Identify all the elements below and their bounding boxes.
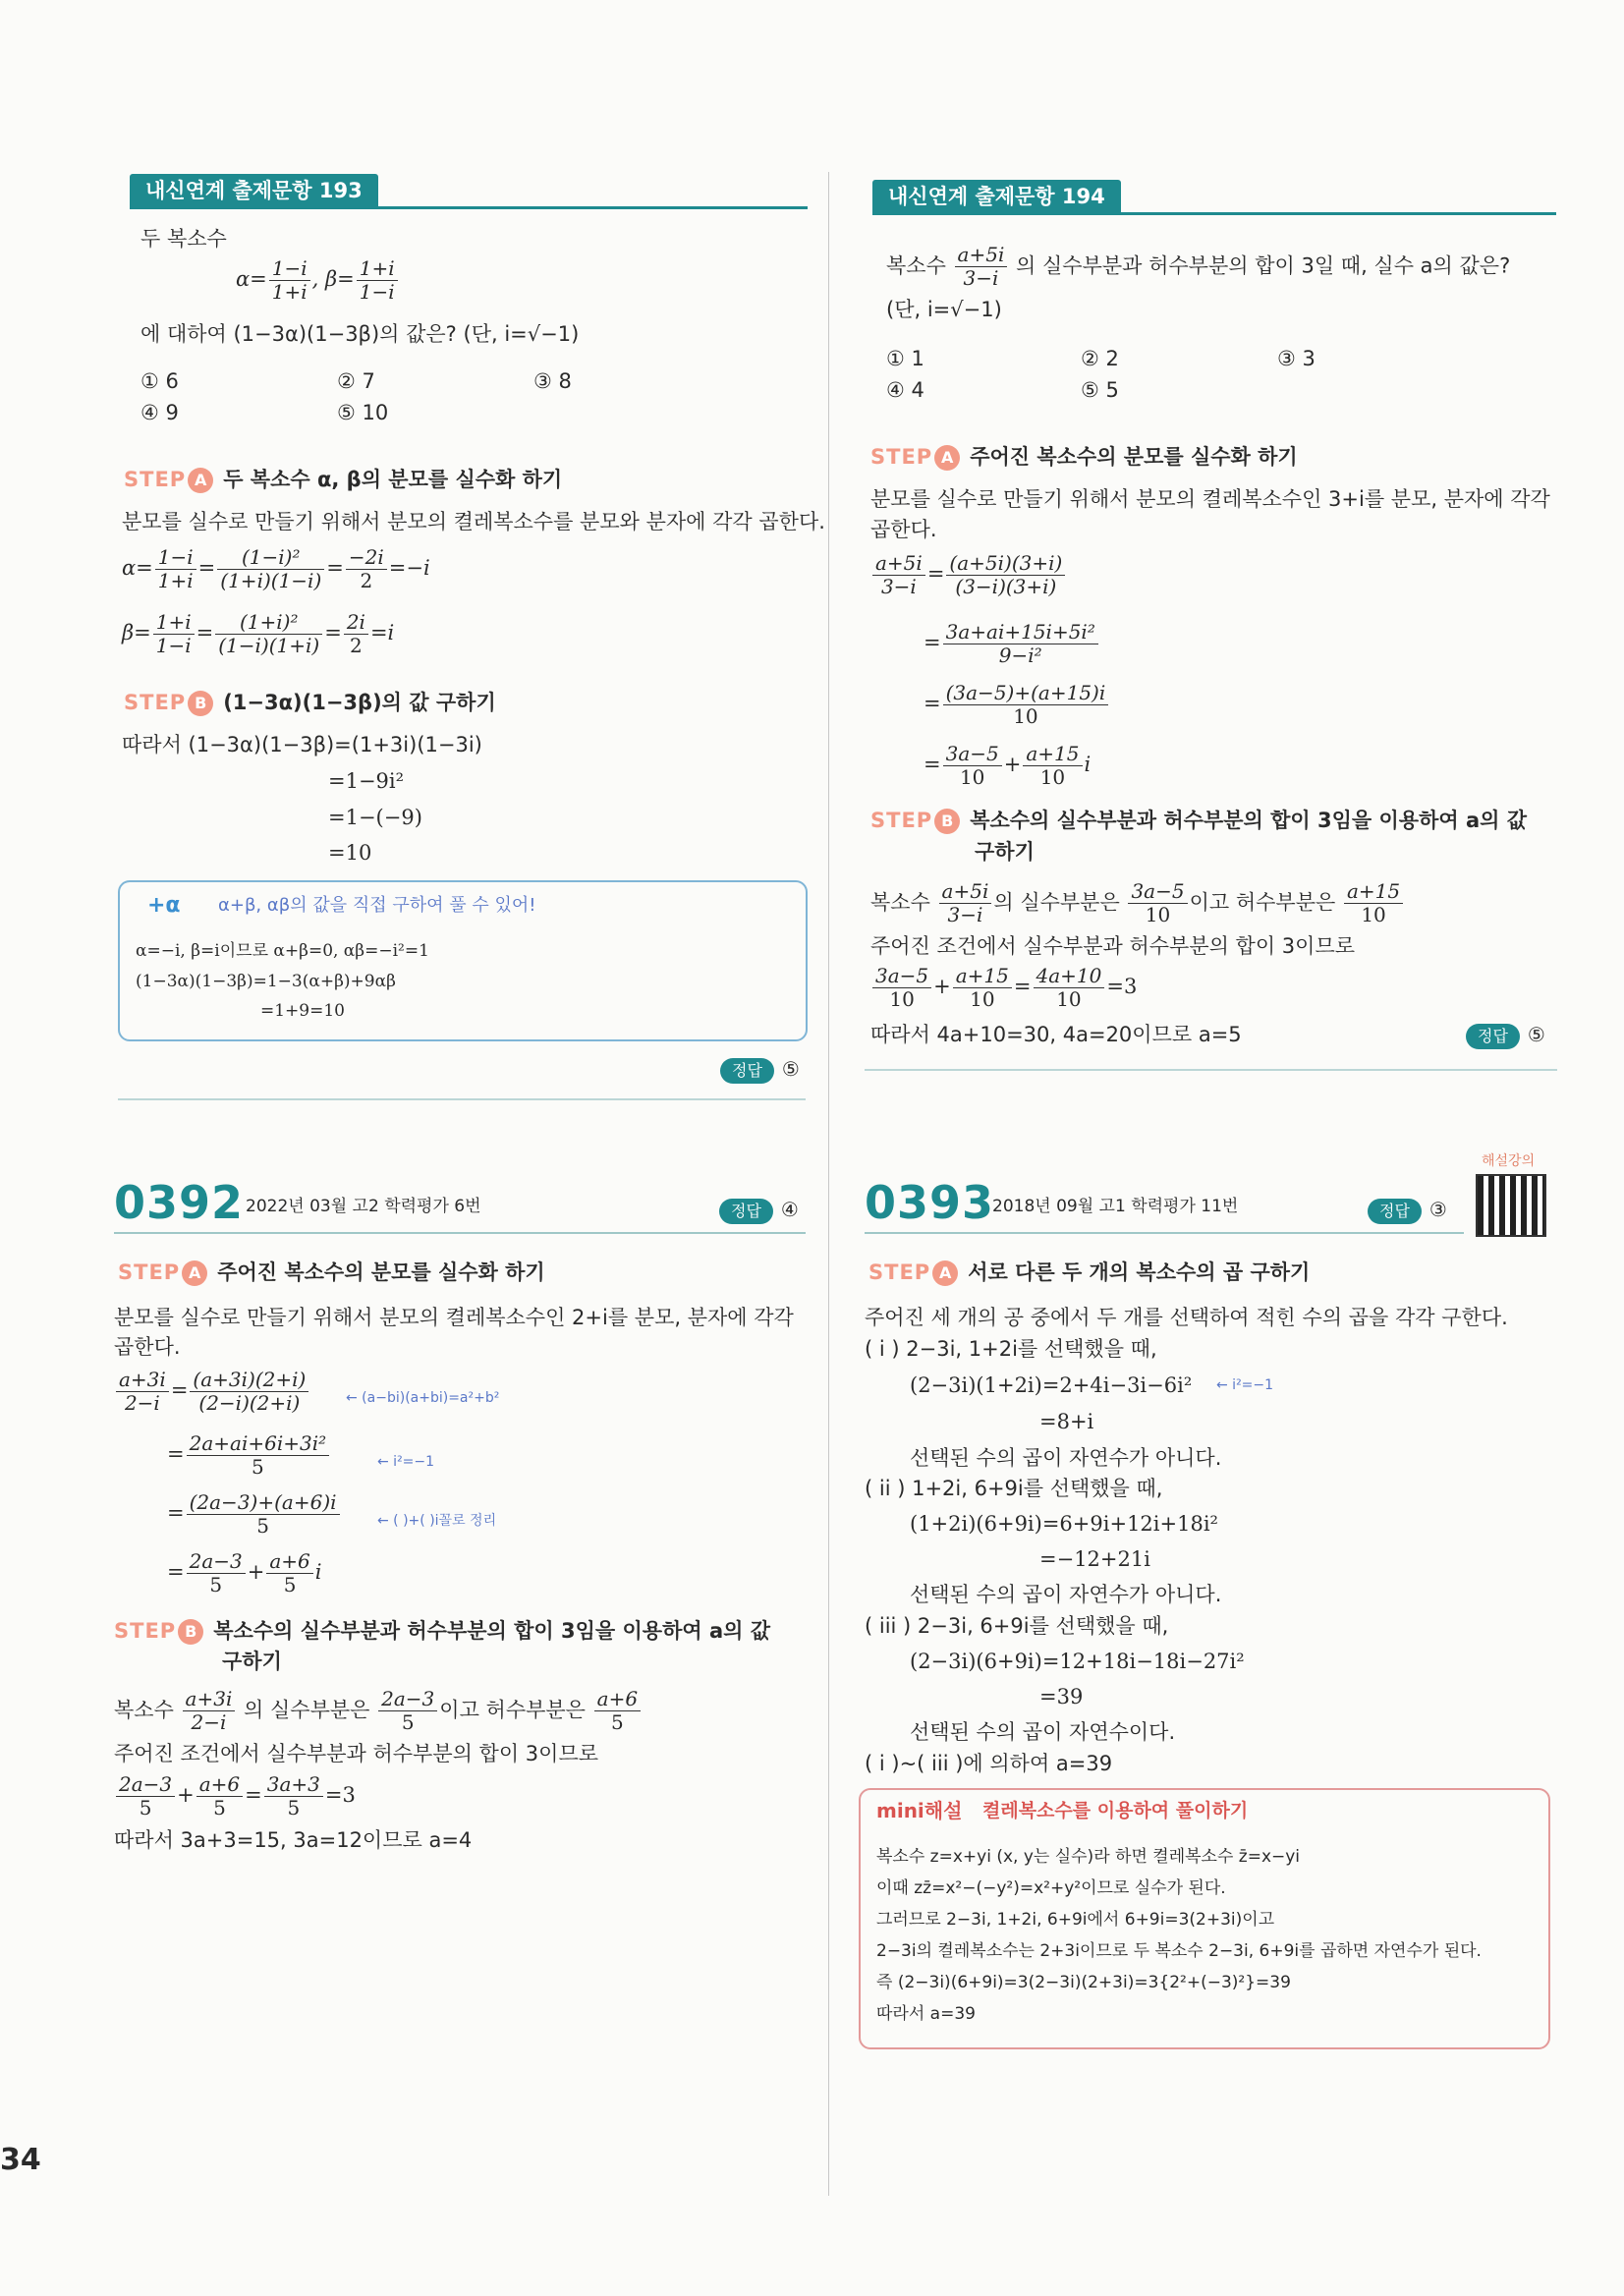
p193-eq-alpha: α= $\frac{1-i}{1+i}$ = $\frac{\text{(1−i)²}}{(1+i)(1-i)}$ = $\frac{-2i}{2}$ =−i xyxy=(122,545,430,592)
p393-qr-code[interactable] xyxy=(1476,1174,1546,1237)
p193-step-a-text: 분모를 실수로 만들기 위해서 분모의 켤레복소수를 분모와 분자에 각각 곱한다. xyxy=(122,510,825,533)
p393-case-2-eq-1: (1+2i)(6+9i)=6+9i+12i+18i² xyxy=(910,1512,1218,1536)
p194-b-line-1: 복소수 $\frac{a+5i}{3-i}$ 의 실수부분은 $\frac{3a-5}{10}$ 이고 허수부분은 $\frac{a+15}{10}$ xyxy=(870,880,1405,926)
p193-intro: 두 복소수 xyxy=(140,227,227,251)
p393-mini-line-6: 따라서 a=39 xyxy=(876,2004,976,2024)
p194-answer: 정답 ⑤ xyxy=(1466,1020,1545,1049)
p393-case-2-result: 선택된 수의 곱이 자연수가 아니다. xyxy=(910,1583,1222,1606)
p194-b-line-3: $\frac{3a-5}{10}$ + $\frac{a+15}{10}$ = $\frac{4a+10}{10}$ =3 xyxy=(870,965,1137,1011)
p193-plus-alpha-title: α+β, αβ의 값을 직접 구하여 풀 수 있어! xyxy=(218,895,536,916)
p194-step-a: STEP A 주어진 복소수의 분모를 실수화 하기 xyxy=(870,445,1298,469)
p194-step-b: STEP B 복소수의 실수부분과 허수부분의 합이 3임을 이용하여 a의 값 xyxy=(870,809,1528,832)
column-divider xyxy=(828,172,829,2196)
p392-number: 0392 xyxy=(114,1176,245,1229)
p393-intro: 주어진 세 개의 공 중에서 두 개를 선택하여 적힌 수의 곱을 각각 구한다. xyxy=(865,1306,1508,1329)
p193-header-rule xyxy=(130,206,808,209)
p393-case-3-eq-1: (2−3i)(6+9i)=12+18i−18i−27i² xyxy=(910,1650,1245,1673)
p392-b-line-3: $\frac{2a-3}{5}$ + $\frac{a+6}{5}$ = $\frac{3a+3}{5}$ =3 xyxy=(114,1773,356,1820)
p193-step-a: STEP A 두 복소수 α, β의 분모를 실수화 하기 xyxy=(124,468,563,491)
p393-mini-line-3: 그러므로 2−3i, 1+2i, 6+9i에서 6+9i=3(2+3i)이고 xyxy=(876,1910,1275,1930)
p193-step-b-line-2: =1−9i² xyxy=(328,769,405,793)
p393-rule xyxy=(865,1232,1464,1234)
p194-option-5[interactable]: ⑤ 5 xyxy=(1081,378,1119,402)
p194-step-a-text-2: 곱한다. xyxy=(870,518,937,541)
p194-question-note: (단, i=√−1) xyxy=(886,298,1002,321)
p393-case-2: ( ii ) 1+2i, 6+9i를 선택했을 때, xyxy=(865,1477,1163,1500)
p393-mini-line-5: 즉 (2−3i)(6+9i)=3(2−3i)(2+3i)=3{2²+(−3)²}=39 xyxy=(876,1973,1291,1992)
p393-conclusion: ( i )~( iii )에 의하여 a=39 xyxy=(865,1752,1113,1775)
p392-rule xyxy=(114,1232,806,1234)
p393-case-1-result: 선택된 수의 곱이 자연수가 아니다. xyxy=(910,1446,1222,1470)
p194-b-line-4: 따라서 4a+10=30, 4a=20이므로 a=5 xyxy=(870,1023,1242,1046)
p393-mini-line-4: 2−3i의 켤레복소수는 2+3i이므로 두 복소수 2−3i, 6+9i를 곱하면 자연수가 된다. xyxy=(876,1941,1482,1961)
p193-option-3[interactable]: ③ 8 xyxy=(533,369,572,393)
p393-mini-line-1: 복소수 z=x+yi (x, y는 실수)라 하면 켤레복소수 z̄=x−yi xyxy=(876,1847,1301,1867)
p393-case-1-eq-1: (2−3i)(1+2i)=2+4i−3i−6i² xyxy=(910,1373,1193,1397)
p392-step-a-text-2: 곱한다. xyxy=(114,1335,181,1359)
p392-b-line-1: 복소수 $\frac{a+3i}{2-i}$ 의 실수부분은 $\frac{2a-3}{5}$ 이고 허수부분은 $\frac{a+6}{5}$ xyxy=(114,1688,643,1734)
p393-case-1-note: ← i²=−1 xyxy=(1216,1377,1274,1393)
p193-header: 내신연계 출제문항 193 xyxy=(130,174,378,207)
p193-question: 에 대하여 (1−3α)(1−3β)의 값은? (단, i=√−1) xyxy=(140,322,580,346)
p393-source: 2018년 09월 고1 학력평가 11번 xyxy=(992,1197,1239,1216)
p393-mini-line-2: 이때 zz̄=x²−(−y²)=x²+y²이므로 실수가 된다. xyxy=(876,1878,1226,1898)
p193-step-b-line-1: 따라서 (1−3α)(1−3β)=(1+3i)(1−3i) xyxy=(122,733,482,756)
p393-case-3-result: 선택된 수의 곱이 자연수이다. xyxy=(910,1720,1176,1744)
p393-mini-title: 켤레복소수를 이용하여 풀이하기 xyxy=(982,1800,1249,1821)
p194-header: 내신연계 출제문항 194 xyxy=(872,180,1121,213)
p392-eq-2: = $\frac{\text{2a+ai+6i+3i²}}{5}$ xyxy=(167,1432,331,1479)
p392-eq-3: = $\frac{(2a-3)+(a+6)i}{5}$ xyxy=(167,1491,342,1538)
p393-case-1: ( i ) 2−3i, 1+2i를 선택했을 때, xyxy=(865,1337,1157,1361)
p193-separator xyxy=(118,1098,806,1100)
p194-step-a-text-1: 분모를 실수로 만들기 위해서 분모의 켤레복소수인 3+i를 분모, 분자에 각각 xyxy=(870,487,1550,511)
p392-eq-1: $\frac{a+3i}{2-i}$ = $\frac{(a+3i)(2+i)}{(2-i)(2+i)}$ xyxy=(114,1369,310,1415)
p392-step-a-text-1: 분모를 실수로 만들기 위해서 분모의 켤레복소수인 2+i를 분모, 분자에 각각 xyxy=(114,1306,794,1329)
p393-lecture-label: 해설강의 xyxy=(1482,1153,1536,1169)
p193-plus-line-1: α=−i, β=i이므로 α+β=0, αβ=−i²=1 xyxy=(136,941,429,961)
p194-header-rule xyxy=(872,212,1556,215)
p392-b-line-2: 주어진 조건에서 실수부분과 허수부분의 합이 3이므로 xyxy=(114,1742,599,1765)
p193-option-4[interactable]: ④ 9 xyxy=(140,401,179,424)
p392-b-line-4: 따라서 3a+3=15, 3a=12이므로 a=4 xyxy=(114,1828,473,1852)
p194-eq-3: = $\frac{(3a-5)+(a+15)i}{10}$ xyxy=(924,682,1110,728)
p194-question: 복소수 $\frac{a+5i}{3-i}$ 의 실수부분과 허수부분의 합이 3일 때, 실수 a의 값은? xyxy=(886,243,1511,290)
p393-case-3: ( iii ) 2−3i, 6+9i를 선택했을 때, xyxy=(865,1614,1169,1638)
p392-step-b: STEP B 복소수의 실수부분과 허수부분의 합이 3임을 이용하여 a의 값 xyxy=(114,1619,771,1643)
p392-step-b-title-2: 구하기 xyxy=(222,1650,282,1673)
p393-step-a: STEP A 서로 다른 두 개의 복소수의 곱 구하기 xyxy=(868,1260,1311,1284)
p393-answer: 정답 ③ xyxy=(1368,1195,1447,1224)
p193-plus-alpha-label: +α xyxy=(147,893,181,918)
page-number: 34 xyxy=(0,2143,41,2177)
p194-separator xyxy=(865,1069,1557,1071)
p392-note-2: ← i²=−1 xyxy=(377,1454,435,1470)
p393-mini-label: mini해설 xyxy=(876,1799,963,1822)
p193-option-1[interactable]: ① 6 xyxy=(140,369,179,393)
p194-step-b-title-2: 구하기 xyxy=(975,840,1035,864)
p392-answer: 정답 ④ xyxy=(719,1195,799,1224)
p194-option-1[interactable]: ① 1 xyxy=(886,347,924,370)
p194-eq-4: = $\frac{3a-5}{10}$ + $\frac{a+15}{10}$ i xyxy=(924,742,1092,789)
p194-b-line-2: 주어진 조건에서 실수부분과 허수부분의 합이 3이므로 xyxy=(870,934,1356,958)
p193-option-2[interactable]: ② 7 xyxy=(337,369,375,393)
p393-case-1-eq-2: =8+i xyxy=(1039,1410,1094,1433)
p392-step-a: STEP A 주어진 복소수의 분모를 실수화 하기 xyxy=(118,1260,545,1284)
p392-eq-4: = $\frac{2a-3}{5}$ + $\frac{a+6}{5}$ i xyxy=(167,1549,322,1596)
p392-source: 2022년 03월 고2 학력평가 6번 xyxy=(246,1197,481,1216)
p393-case-2-eq-2: =−12+21i xyxy=(1039,1547,1150,1571)
p392-note-3: ← ( )+( )i꼴로 정리 xyxy=(377,1513,497,1529)
p194-option-2[interactable]: ② 2 xyxy=(1081,347,1119,370)
p193-option-5[interactable]: ⑤ 10 xyxy=(337,401,389,424)
p193-plus-line-2: (1−3α)(1−3β)=1−3(α+β)+9αβ xyxy=(136,972,396,991)
p393-case-3-eq-2: =39 xyxy=(1039,1685,1084,1708)
p193-definition: α= $\frac{1-i}{1+i}$ , β= $\frac{1+i}{1-i}$ xyxy=(236,257,400,304)
p193-step-b-line-3: =1−(−9) xyxy=(328,806,422,829)
p392-note-1: ← (a−bi)(a+bi)=a²+b² xyxy=(346,1390,500,1406)
p194-option-3[interactable]: ③ 3 xyxy=(1277,347,1316,370)
p193-step-b: STEP B (1−3α)(1−3β)의 값 구하기 xyxy=(124,691,496,714)
p193-eq-beta: β= $\frac{1+i}{1-i}$ = $\frac{\text{(1+i)²}}{(1-i)(1+i)}$ = $\frac{2i}{2}$ =i xyxy=(122,610,395,657)
p393-number: 0393 xyxy=(865,1176,995,1229)
p193-step-b-line-4: =10 xyxy=(328,841,372,865)
p194-eq-2: = $\frac{\text{3a+ai+15i+5i²}}{\text{9−i²}}$ xyxy=(924,621,1100,667)
p193-plus-line-3: =1+9=10 xyxy=(260,1001,345,1021)
p194-option-4[interactable]: ④ 4 xyxy=(886,378,924,402)
p193-answer: 정답 ⑤ xyxy=(720,1054,800,1084)
p194-eq-1: $\frac{a+5i}{3-i}$ = $\frac{(a+5i)(3+i)}{(3-i)(3+i)}$ xyxy=(870,552,1067,598)
